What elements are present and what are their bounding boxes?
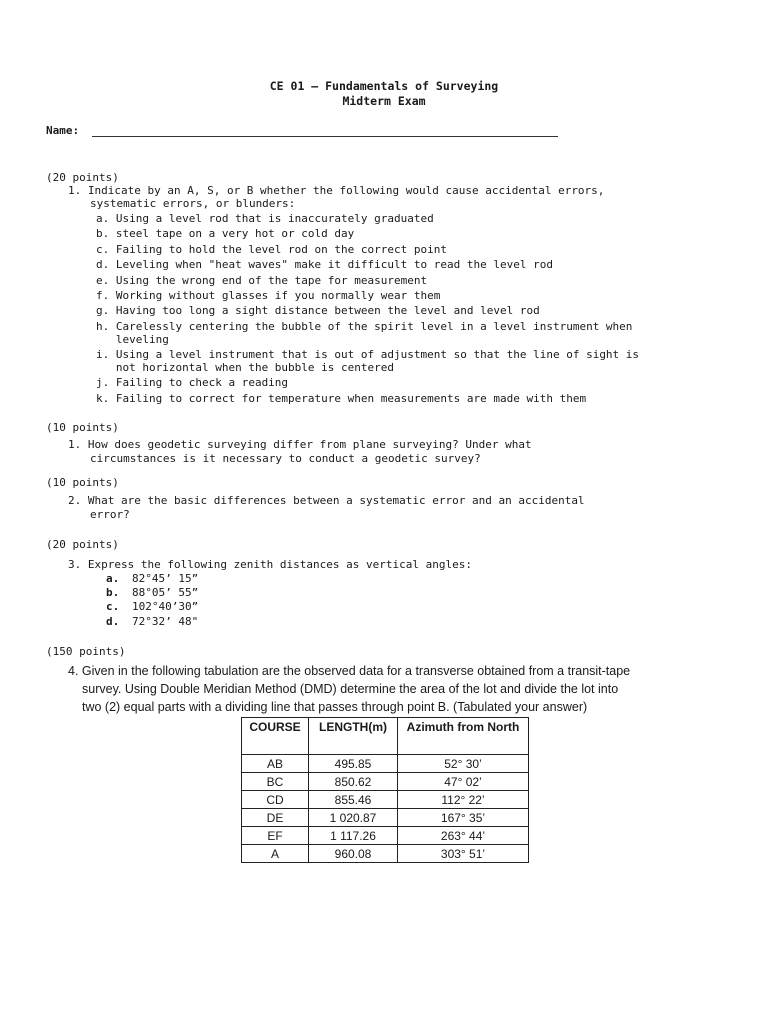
- course-cell: AB: [242, 755, 309, 773]
- q3-points: (10 points): [46, 476, 119, 489]
- traverse-data-table: [241, 717, 529, 863]
- length-cell: 850.62: [309, 773, 398, 791]
- q1-item: e. Using the wrong end of the tape for measurement: [96, 274, 428, 287]
- course-cell: DE: [242, 809, 309, 827]
- name-label: Name:: [46, 124, 80, 137]
- q4-text: 3. Express the following zenith distances as vertical angles:: [68, 558, 472, 571]
- q5-text: 4. Given in the following tabulation are the observed data for a transverse obtained from a transit-tape: [68, 664, 631, 678]
- course-cell: BC: [242, 773, 309, 791]
- column-header-course: COURSE: [242, 718, 309, 755]
- q1-item: i. Using a level instrument that is out of adjustment so that the line of sight is: [96, 348, 640, 361]
- column-header-length: LENGTH(m): [309, 718, 398, 755]
- q4-item-value: 82°45’ 15”: [132, 572, 199, 585]
- length-cell: 960.08: [309, 845, 398, 863]
- table-row: [242, 827, 529, 845]
- table-row: [242, 845, 529, 863]
- q1-item: a. Using a level rod that is inaccurately graduated: [96, 212, 434, 225]
- q1-stem-cont: systematic errors, or blunders:: [90, 197, 296, 210]
- q4-item-letter: d.: [106, 615, 120, 628]
- q3-text-cont: error?: [90, 508, 130, 521]
- course-cell: CD: [242, 791, 309, 809]
- q1-item: k. Failing to correct for temperature when measurements are made with them: [96, 392, 587, 405]
- length-cell: 1 117.26: [309, 827, 398, 845]
- q1-item: b. steel tape on a very hot or cold day: [96, 227, 355, 240]
- q1-item-cont: not horizontal when the bubble is centered: [96, 361, 395, 374]
- length-cell: 1 020.87: [309, 809, 398, 827]
- q1-points: (20 points): [46, 171, 119, 184]
- q4-item-letter: c.: [106, 600, 120, 613]
- azimuth-cell: 263° 44’: [398, 827, 529, 845]
- q4-item-value: 72°32’ 48": [132, 615, 199, 628]
- q4-item-value: 102°40’30”: [132, 600, 199, 613]
- exam-title: CE 01 – Fundamentals of Surveying: [269, 79, 499, 93]
- course-cell: EF: [242, 827, 309, 845]
- q1-item: d. Leveling when "heat waves" make it difficult to read the level rod: [96, 258, 553, 271]
- q3-text: 2. What are the basic differences between a systematic error and an accidental: [68, 494, 585, 507]
- q4-item-letter: b.: [106, 586, 120, 599]
- q1-item: g. Having too long a sight distance between the level and level rod: [96, 304, 540, 317]
- q4-item-letter: a.: [106, 572, 120, 585]
- table-header-row: [242, 718, 529, 755]
- azimuth-cell: 52° 30’: [398, 755, 529, 773]
- length-cell: 855.46: [309, 791, 398, 809]
- q4-points: (20 points): [46, 538, 119, 551]
- exam-subtitle: Midterm Exam: [342, 94, 426, 108]
- table-row: [242, 791, 529, 809]
- azimuth-cell: 167° 35’: [398, 809, 529, 827]
- azimuth-cell: 47° 02’: [398, 773, 529, 791]
- q1-item: c. Failing to hold the level rod on the correct point: [96, 243, 447, 256]
- q5-text-cont: two (2) equal parts with a dividing line that passes through point B. (Tabulated your answer): [82, 700, 588, 714]
- q1-stem: 1. Indicate by an A, S, or B whether the following would cause accidental errors,: [68, 184, 605, 197]
- q1-item: j. Failing to check a reading: [96, 376, 289, 389]
- q5-points: (150 points): [46, 645, 126, 658]
- name-field-line[interactable]: [92, 136, 558, 137]
- q2-points: (10 points): [46, 421, 119, 434]
- q1-item: f. Working without glasses if you normally wear them: [96, 289, 441, 302]
- q1-item-cont: leveling: [96, 333, 169, 346]
- table-row: [242, 755, 529, 773]
- q2-text: 1. How does geodetic surveying differ from plane surveying? Under what: [68, 438, 532, 451]
- course-cell: A: [242, 845, 309, 863]
- column-header-azimuth: Azimuth from North: [398, 718, 529, 755]
- q4-item-value: 88°05’ 55”: [132, 586, 199, 599]
- table-row: [242, 773, 529, 791]
- table-row: [242, 809, 529, 827]
- q2-text-cont: circumstances is it necessary to conduct a geodetic survey?: [90, 452, 481, 465]
- length-cell: 495.85: [309, 755, 398, 773]
- q1-item: h. Carelessly centering the bubble of the spirit level in a level instrument when: [96, 320, 633, 333]
- azimuth-cell: 112° 22’: [398, 791, 529, 809]
- q5-text-cont: survey. Using Double Meridian Method (DMD) determine the area of the lot and divide the lot into: [82, 682, 619, 696]
- azimuth-cell: 303° 51’: [398, 845, 529, 863]
